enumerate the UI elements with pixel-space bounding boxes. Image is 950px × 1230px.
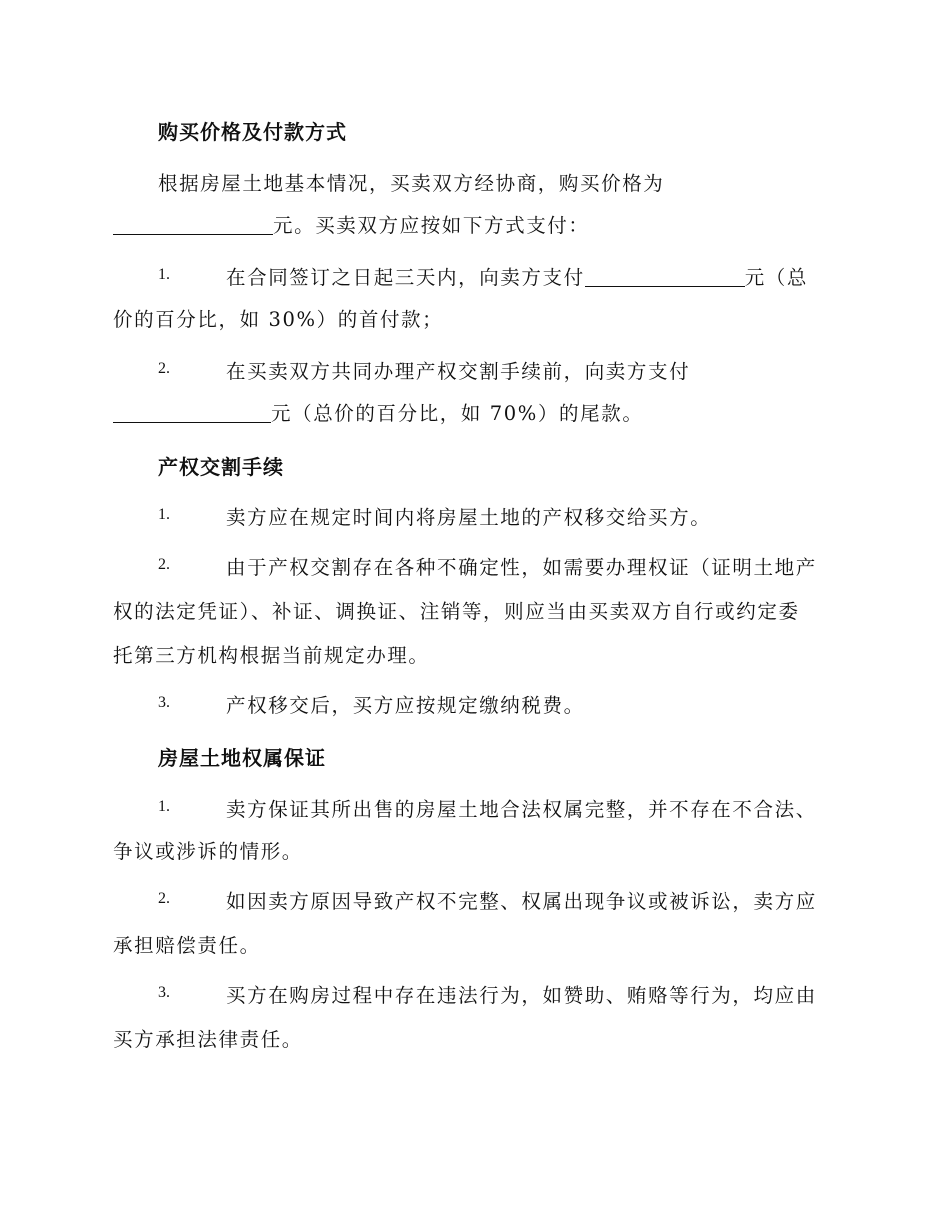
intro-line-2: 元。买卖双方应按如下方式支付： [113,210,590,238]
item-number: 3. [158,984,170,1001]
item-line: 在合同签订之日起三天内，向卖方支付 元（总 [226,266,809,289]
section-heading-transfer: 产权交割手续 [158,455,284,479]
item-line: 如因卖方原因导致产权不完整、权属出现争议或被诉讼，卖方应 [226,890,817,913]
item-number: 1. [158,798,170,815]
item-line: 元（总价的百分比，如 70%）的尾款。 [113,398,643,426]
item-line: 争议或涉诉的情形。 [113,840,303,863]
section-heading-price: 购买价格及付款方式 [158,120,347,144]
item-line: 卖方应在规定时间内将房屋土地的产权移交给买方。 [226,506,712,529]
item-number: 2. [158,360,170,377]
item-line: 托第三方机构根据当前规定办理。 [113,644,430,667]
item-line: 买方承担法律责任。 [113,1028,303,1051]
item-line: 权的法定凭证）、补证、调换证、注销等，则应当由买卖双方自行或约定委 [113,600,800,623]
item-line: 买方在购房过程中存在违法行为，如赞助、贿赂等行为，均应由 [226,984,817,1007]
item-line: 由于产权交割存在各种不确定性，如需要办理权证（证明土地产 [226,556,817,579]
down-payment-blank[interactable] [585,266,745,287]
item-line: 产权移交后，买方应按规定缴纳税费。 [226,694,585,717]
final-payment-blank[interactable] [113,402,271,423]
item-line: 承担赔偿责任。 [113,934,261,957]
item-number: 3. [158,694,170,711]
section-heading-ownership: 房屋土地权属保证 [158,746,326,770]
item-line: 卖方保证其所出售的房屋土地合法权属完整，并不存在不合法、 [226,798,817,821]
item-number: 1. [158,506,170,523]
intro-line-1: 根据房屋土地基本情况，买卖双方经协商，购买价格为 [158,172,665,195]
item-line: 在买卖双方共同办理产权交割手续前，向卖方支付 [226,360,691,383]
item-number: 2. [158,890,170,907]
price-blank[interactable] [113,214,273,235]
item-number: 1. [158,266,170,283]
item-number: 2. [158,556,170,573]
item-line: 价的百分比，如 30%）的首付款； [113,308,444,331]
